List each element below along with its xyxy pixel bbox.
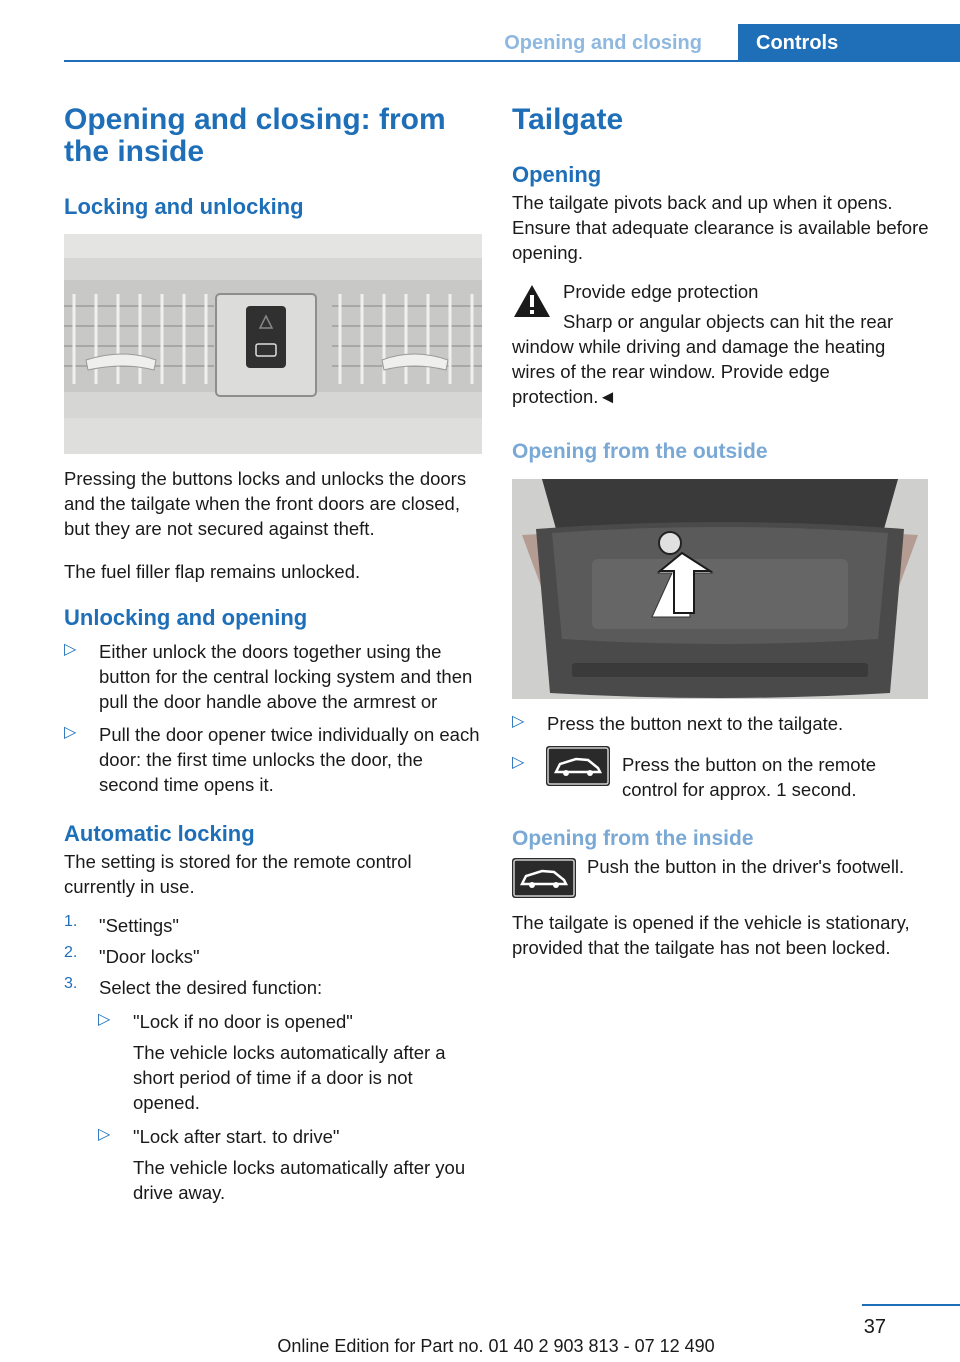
tailgate-illustration (512, 479, 928, 699)
outside-step-text: Press the button on the remote control for approx. 1 second. (622, 754, 877, 800)
central-locking-photo (64, 234, 482, 454)
function-option-description: The vehicle locks automatically after you drive away. (133, 1157, 466, 1203)
function-option-label: "Lock after start. to drive" (133, 1126, 340, 1147)
outside-step (512, 752, 932, 804)
left-column (64, 100, 482, 1205)
right-column (512, 100, 932, 960)
opening-outside-heading: Opening from the outside (512, 440, 768, 463)
automatic-locking-paragraph: The setting is stored for the remote control currently in use. (64, 851, 412, 897)
warning-title: Provide edge protection (563, 281, 759, 302)
tailgate-photo (512, 479, 928, 699)
bullet-triangle-icon: ▷ (64, 641, 77, 658)
warning-text: Sharp or angular objects can hit the rear window while driving and damage the heating wires of the rear window. Provide edge protection.◄ (512, 311, 894, 407)
outside-step-text: Press the button next to the tailgate. (547, 713, 844, 734)
bullet-triangle-icon: ▷ (98, 1011, 111, 1028)
warning-triangle-icon (512, 283, 552, 319)
section-title: Opening and closing: from the inside (64, 103, 446, 168)
unlocking-item-text: Either unlock the doors together using the button for the central locking system and then pull the door handle above the armrest or (99, 641, 473, 712)
tailgate-title: Tailgate (512, 103, 624, 136)
bullet-triangle-icon: ▷ (64, 724, 77, 741)
step-number: 2. (64, 944, 78, 961)
bullet-triangle-icon: ▷ (512, 713, 525, 730)
outside-step (512, 711, 932, 736)
unlocking-heading: Unlocking and opening (64, 605, 308, 630)
footer-edition-text: Online Edition for Part no. 01 40 2 903 813 - 07 12 490 (277, 1336, 715, 1356)
opening-heading: Opening (512, 162, 602, 187)
inside-step (512, 854, 932, 900)
function-option-label: "Lock if no door is opened" (133, 1011, 353, 1032)
step-number: 1. (64, 913, 78, 930)
step-number: 3. (64, 975, 78, 992)
header-chapter-tab: Controls (738, 24, 960, 62)
unlocking-item-text: Pull the door opener twice individually on each door: the first time unlocks the door, the second time opens it. (99, 724, 480, 795)
warning-block (512, 277, 932, 409)
bullet-triangle-icon: ▷ (512, 754, 525, 771)
header-section-title: Opening and closing (504, 32, 702, 54)
unlocking-item (64, 639, 482, 714)
locking-heading: Locking and unlocking (64, 194, 304, 219)
locking-paragraph-2: The fuel filler flap remains unlocked. (64, 561, 361, 582)
step-item (64, 944, 482, 969)
step-item (64, 975, 482, 1000)
opening-inside-heading: Opening from the inside (512, 827, 754, 850)
remote-tailgate-button-icon (546, 746, 610, 786)
tailgate-final-paragraph: The tailgate is opened if the vehicle is stationary, provided that the tailgate has not been locked. (512, 912, 910, 958)
unlocking-item (64, 722, 482, 797)
central-locking-illustration (64, 234, 482, 454)
locking-paragraph-1: Pressing the buttons locks and unlocks the doors and the tailgate when the front doors are closed, but they are not secured against theft. (64, 468, 467, 539)
step-text: "Settings" (99, 915, 179, 936)
function-option (98, 1009, 482, 1115)
footwell-tailgate-button-icon (512, 858, 576, 898)
footer-rule (862, 1304, 960, 1306)
function-option (98, 1124, 482, 1205)
bullet-triangle-icon: ▷ (98, 1126, 111, 1143)
header-rule (64, 60, 960, 62)
step-text: "Door locks" (99, 946, 200, 967)
function-option-description: The vehicle locks automatically after a short period of time if a door is not opened. (133, 1042, 446, 1113)
step-text: Select the desired function: (99, 977, 323, 998)
page-number: 37 (863, 1316, 886, 1338)
step-item (64, 913, 482, 938)
automatic-locking-heading: Automatic locking (64, 821, 255, 846)
inside-step-text: Push the button in the driver's footwell. (587, 856, 905, 877)
opening-paragraph: The tailgate pivots back and up when it opens. Ensure that adequate clearance is available before opening. (512, 192, 929, 263)
